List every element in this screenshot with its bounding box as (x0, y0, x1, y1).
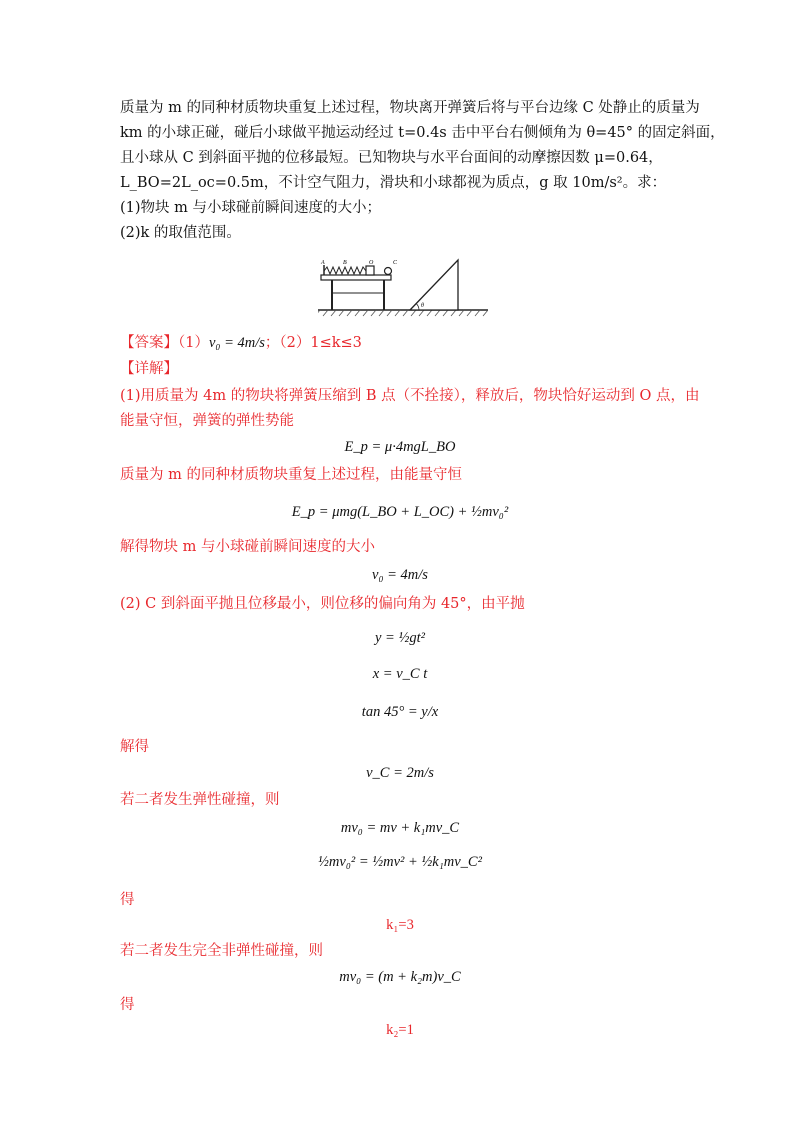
label-c: C (393, 260, 398, 266)
answer-sep: ； (264, 335, 280, 351)
equation-2: E_p = μmg(L_BO + L_OC) + ½mv₀² (291, 504, 509, 520)
solution-p2-line-5: 若二者发生完全非弹性碰撞，则 (120, 943, 323, 959)
solution-p1-line-1: (1)用质量为 4m 的物块将弹簧压缩到 B 点（不拴接），释放后，物块恰好运动到 O 点，由 (120, 388, 700, 404)
solution-p2-line-2: 解得 (120, 739, 149, 755)
solution-p1-line-2: 能量守恒，弹簧的弹性势能 (120, 413, 294, 429)
problem-line-2: km 的小球正碰，碰后小球做平抛运动经过 t=0.4s 击中平台右侧倾角为 θ=45° 的固定斜面， (120, 125, 725, 141)
equation-9: ½mv₀² = ½mv² + ½k₁mv_C² (318, 854, 482, 870)
equation-10: k₁=3 (386, 917, 414, 933)
label-a: A (321, 260, 325, 266)
answer-tag: 【答案】 (120, 335, 178, 351)
ball (385, 268, 392, 275)
ground-hatching (318, 310, 488, 316)
question-1: (1)物块 m 与小球碰前瞬间速度的大小； (120, 200, 382, 216)
answer-part1-prefix: （1） (178, 335, 209, 351)
problem-line-1: 质量为 m 的同种材质物块重复上述过程，物块离开弹簧后将与平台边缘 C 处静止的质量为 (120, 100, 700, 116)
solution-p2-line-1: (2) C 到斜面平抛且位移最小，则位移的偏向角为 45°，由平抛 (120, 596, 525, 612)
answer-part2: （2）1≤k≤3 (279, 335, 362, 351)
equation-11: mv₀ = (m + k₂m)v_C (339, 969, 461, 985)
answer-part1-value: v₀ = 4m/s (208, 335, 265, 351)
equation-6: tan 45° = y/x (361, 704, 439, 720)
problem-line-4: L_BO=2L_oc=0.5m，不计空气阻力，滑块和小球都视为质点，g 取 10m/s²。求： (120, 175, 667, 191)
equation-8: mv₀ = mv + k₁mv_C (340, 820, 460, 836)
equation-7: v_C = 2m/s (366, 765, 434, 781)
incline (410, 260, 458, 310)
solution-tag: 【详解】 (120, 361, 178, 377)
label-o: O (369, 260, 374, 266)
label-theta: θ (421, 303, 424, 309)
equation-5: x = v_C t (372, 666, 428, 682)
solution-p1-line-3: 质量为 m 的同种材质物块重复上述过程，由能量守恒 (120, 467, 462, 483)
solution-p2-line-3: 若二者发生弹性碰撞，则 (120, 792, 280, 808)
equation-1: E_p = μ·4mgL_BO (344, 439, 456, 455)
table-top (321, 275, 391, 280)
solution-p2-line-4: 得 (120, 892, 135, 908)
solution-p2-line-6: 得 (120, 997, 135, 1013)
label-b: B (343, 260, 347, 266)
apparatus-figure (318, 255, 488, 317)
question-2: (2)k 的取值范围。 (120, 225, 241, 241)
problem-line-3: 且小球从 C 到斜面平抛的位移最短。已知物块与水平台面间的动摩擦因数 μ=0.64， (120, 150, 663, 166)
equation-3: v₀ = 4m/s (372, 567, 428, 583)
block (366, 266, 374, 275)
spring (324, 267, 366, 274)
equation-12: k₂=1 (386, 1022, 414, 1038)
equation-4: y = ½gt² (375, 630, 425, 646)
solution-p1-line-4: 解得物块 m 与小球碰前瞬间速度的大小 (120, 539, 375, 555)
answer-line (120, 333, 362, 353)
